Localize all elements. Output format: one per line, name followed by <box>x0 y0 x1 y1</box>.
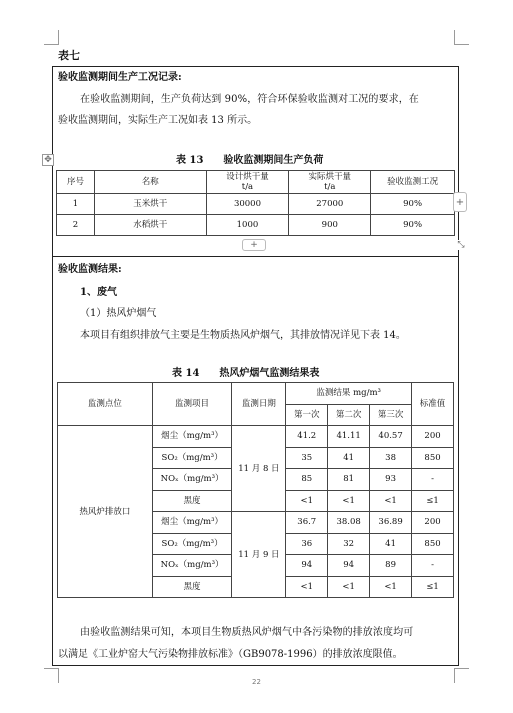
table14-cell-v1: 41.2 <box>286 426 328 448</box>
record-line-1: 在验收监测期间，生产负荷达到 90%，符合环保验收监测对工况的要求，在 <box>80 94 419 105</box>
table14-cell-v1: 36 <box>286 533 328 555</box>
results-sub-waste-gas: 1、废气 <box>80 287 117 298</box>
table14-cell-item: 烟尘（mg/m³） <box>152 426 232 448</box>
table14-cell-item: NOₓ（mg/m³） <box>152 555 232 577</box>
table13-header-row <box>57 171 455 194</box>
conclusion-line-1: 由验收监测结果可知，本项目生物质热风炉烟气中各污染物的排放浓度均可 <box>80 627 414 638</box>
table14-cell-date: 11 月 9 日 <box>232 512 286 598</box>
table14-cell-std: - <box>412 469 454 491</box>
table14-cell-v2: 81 <box>328 469 370 491</box>
table13-cell-condition: 90% <box>371 215 455 236</box>
conclusion-line-2: 以满足《工业炉窑大气污染物排放标准》（GB9078-1996）的排放浓度限值。 <box>58 649 403 660</box>
table13-cell-name: 玉米烘干 <box>94 194 206 215</box>
crop-mark-top-left <box>44 30 59 45</box>
record-heading: 验收监测期间生产工况记录: <box>58 72 182 83</box>
table14-header-third: 第三次 <box>370 404 412 426</box>
flue-gas-monitoring-table <box>57 382 454 598</box>
table14-header-first: 第一次 <box>286 404 328 426</box>
table14-cell-item: SO₂（mg/m³） <box>152 533 232 555</box>
table14-cell-v2: 94 <box>328 555 370 577</box>
record-line-2: 验收监测期间，实际生产工况如表 13 所示。 <box>58 115 258 126</box>
table14-cell-v1: 94 <box>286 555 328 577</box>
table14-cell-v2: <1 <box>328 490 370 512</box>
table13-cell-no: 2 <box>57 215 95 236</box>
table-move-handle-icon[interactable]: ✥ <box>42 154 54 166</box>
results-sub-flue-gas: （1）热风炉烟气 <box>80 308 157 319</box>
table14-cell-v2: 41 <box>328 447 370 469</box>
table14-cell-v3: <1 <box>370 576 412 598</box>
table14-cell-std: ≤1 <box>412 490 454 512</box>
add-column-button[interactable]: + <box>453 192 467 212</box>
table13-header-design-label: 设计烘干量 <box>226 172 269 182</box>
table14-cell-v3: 36.89 <box>370 512 412 534</box>
table14-header-date: 监测日期 <box>232 383 286 426</box>
table14-cell-std: 200 <box>412 512 454 534</box>
table14-caption: 表 14 热风炉烟气监测结果表 <box>172 368 320 379</box>
table14-cell-date: 11 月 8 日 <box>232 426 286 512</box>
table14-cell-v1: 36.7 <box>286 512 328 534</box>
table14-header-point: 监测点位 <box>58 383 153 426</box>
section-title: 表七 <box>58 49 80 62</box>
table13-header-no: 序号 <box>57 171 95 194</box>
table13-cell-actual: 27000 <box>289 194 371 215</box>
table14-header-result: 监测结果 mg/m³ <box>286 383 412 405</box>
table14-cell-v2: 38.08 <box>328 512 370 534</box>
table14-header-second: 第二次 <box>328 404 370 426</box>
table13-header-actual <box>289 171 371 194</box>
table14-cell-std: 850 <box>412 447 454 469</box>
results-paragraph: 本项目有组织排放气主要是生物质热风炉烟气，其排放情况详见下表 14。 <box>80 330 406 341</box>
table13-header-design-unit: t/a <box>241 182 254 192</box>
table14-cell-v2: 32 <box>328 533 370 555</box>
table14-cell-std: 200 <box>412 426 454 448</box>
table13-header-design <box>206 171 289 194</box>
table14-cell-v3: 38 <box>370 447 412 469</box>
table14-cell-item: 黑度 <box>152 490 232 512</box>
table14-cell-item: NOₓ（mg/m³） <box>152 469 232 491</box>
table14-cell-v3: 41 <box>370 533 412 555</box>
frame-divider <box>52 256 459 257</box>
table13-caption: 表 13 验收监测期间生产负荷 <box>176 155 324 166</box>
table14-cell-item: SO₂（mg/m³） <box>152 447 232 469</box>
table14-header-item: 监测项目 <box>152 383 232 426</box>
table13-cell-design: 1000 <box>206 215 289 236</box>
table13-cell-actual: 900 <box>289 215 371 236</box>
table14-header-row-1 <box>58 383 454 405</box>
table14-cell-std: ≤1 <box>412 576 454 598</box>
table14-cell-v3: <1 <box>370 490 412 512</box>
table13-header-name: 名称 <box>94 171 206 194</box>
table14-cell-std: - <box>412 555 454 577</box>
table14-cell-v2: <1 <box>328 576 370 598</box>
table13-cell-no: 1 <box>57 194 95 215</box>
table13-header-condition: 验收监测工况 <box>371 171 455 194</box>
table14-cell-v3: 40.57 <box>370 426 412 448</box>
table14-cell-v1: <1 <box>286 490 328 512</box>
table13-header-actual-unit: t/a <box>324 182 336 192</box>
table13-cell-design: 30000 <box>206 194 289 215</box>
page-number: 22 <box>252 678 261 686</box>
add-row-button[interactable]: + <box>242 239 266 251</box>
table14-header-standard: 标准值 <box>412 383 454 426</box>
table-row <box>57 194 455 215</box>
table14-cell-v1: <1 <box>286 576 328 598</box>
table14-cell-v1: 85 <box>286 469 328 491</box>
table14-cell-v3: 93 <box>370 469 412 491</box>
table13-cell-condition: 90% <box>371 194 455 215</box>
table14-cell-std: 850 <box>412 533 454 555</box>
production-load-table <box>56 170 455 236</box>
table14-cell-item: 黑度 <box>152 576 232 598</box>
table-resize-icon[interactable]: ⤡ <box>457 240 465 250</box>
table13-cell-name: 水稻烘干 <box>94 215 206 236</box>
table14-cell-v2: 41.11 <box>328 426 370 448</box>
table-row <box>58 426 454 448</box>
table14-cell-item: 烟尘（mg/m³） <box>152 512 232 534</box>
table-row <box>57 215 455 236</box>
table13-header-actual-label: 实际烘干量 <box>308 172 352 182</box>
table14-cell-v1: 35 <box>286 447 328 469</box>
results-heading: 验收监测结果: <box>58 264 122 275</box>
table14-cell-v3: 89 <box>370 555 412 577</box>
table14-cell-point: 热风炉排放口 <box>58 426 153 598</box>
crop-mark-top-right <box>454 30 469 45</box>
